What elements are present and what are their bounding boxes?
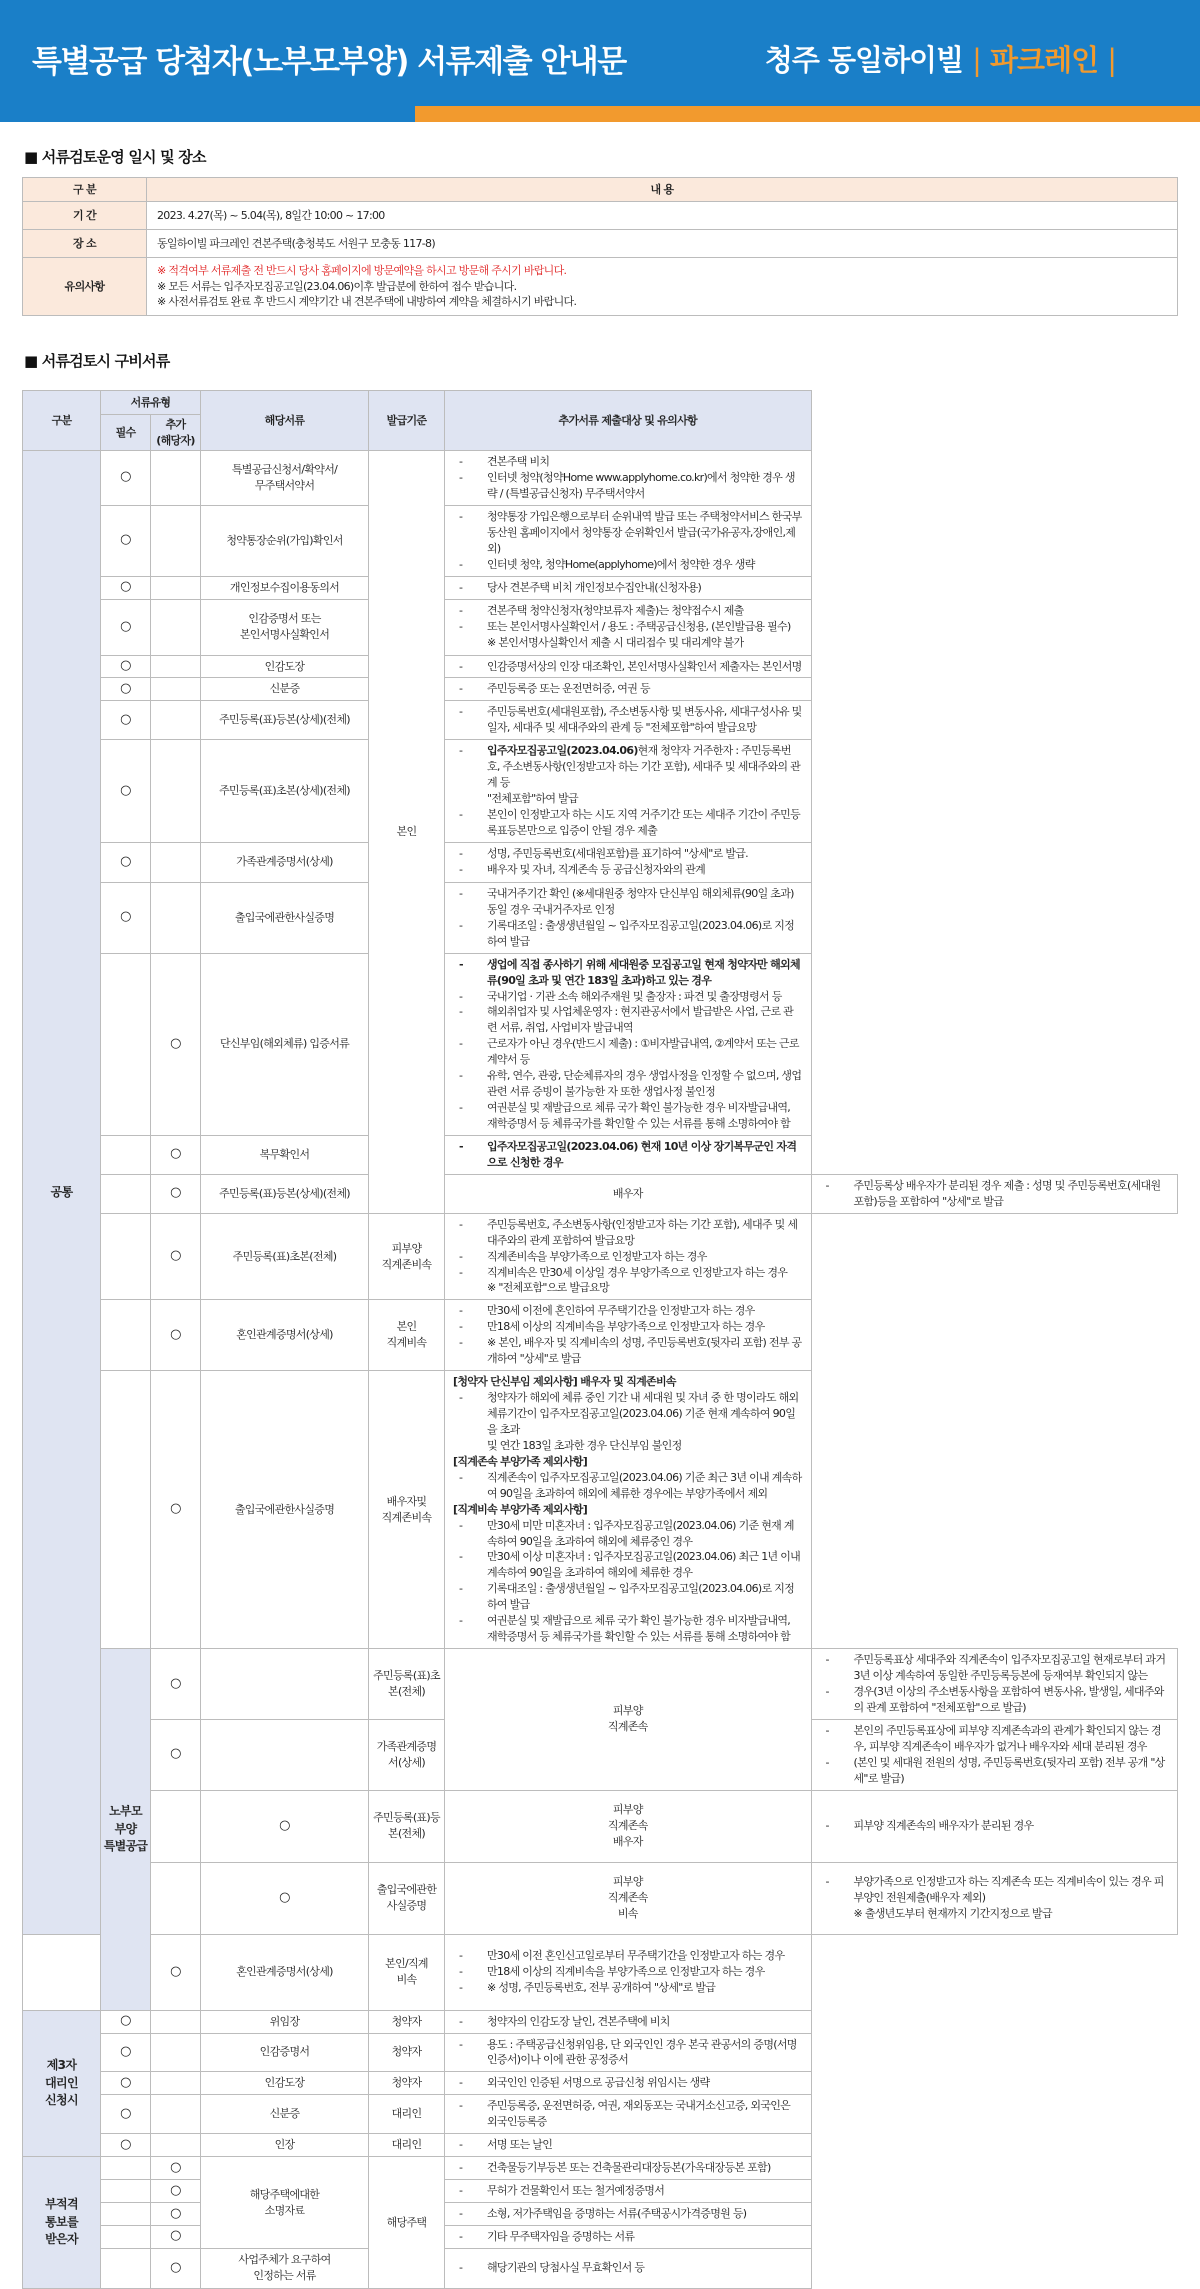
table-row — [23, 2134, 1178, 2157]
additional-mark: ○ — [151, 1135, 201, 1174]
table-row — [23, 2072, 1178, 2095]
required-mark — [151, 1790, 201, 1862]
additional-mark: ○ — [151, 1934, 201, 2010]
schedule-table — [22, 177, 1178, 316]
required-mark — [101, 1135, 151, 1174]
issue-standard: 청약자 — [369, 2033, 445, 2072]
document-name: 인감도장 — [201, 2072, 369, 2095]
header-banner — [0, 0, 1200, 122]
table-row — [23, 599, 1178, 655]
document-name: 위임장 — [201, 2010, 369, 2033]
document-name: 인감도장 — [201, 655, 369, 678]
required-mark: ○ — [101, 701, 151, 740]
document-name: 혼인관계증명서(상세) — [201, 1300, 369, 1371]
table-row: 유의사항 ※ 적격여부 서류제출 전 반드시 당사 홈페이지에 방문예약을 하시고 방문해 주시기 바랍니다. ※ 모든 서류는 입주자모집공고일(23.04.06)이후 발급분에 한하여 접수 받습니다. ※ 사전서류검토 완료 후 반드시 계약기간 내 견본주택에 내방하여 계약을 체결하시기 바랍니다. — [23, 258, 1178, 316]
category-elder: 노부모 부양 특별공급 — [101, 1649, 151, 2011]
document-name: 주민등록(표)등본(상세)(전체) — [201, 701, 369, 740]
page-title: 특별공급 당첨자(노부모부양) 서류제출 안내문 — [32, 44, 626, 80]
document-notes: - 주민등록번호, 주소변동사항(인정받고자 하는 기간 포함), 세대주 및 세대주와의 관계 포함하여 발급요망 - 직계존비속을 부양가족으로 인정받고자 하는 경우 - 직계비속은 만30세 이상일 경우 부양가족으로 인정받고자 하는 경우 ※ "전체포함"으로 발급요망 — [445, 1213, 812, 1300]
table-row — [23, 1300, 1178, 1371]
document-name: 특별공급신청서/확약서/ 무주택서약서 — [201, 451, 369, 506]
issue-standard: 청약자 — [369, 2010, 445, 2033]
additional-mark — [151, 451, 201, 506]
document-notes: - 주민등록증 또는 운전면허증, 여권 등 — [445, 678, 812, 701]
required-mark — [101, 2203, 151, 2226]
additional-mark: ○ — [151, 2225, 201, 2248]
document-name: 복무확인서 — [201, 1135, 369, 1174]
required-mark — [101, 2225, 151, 2248]
additional-mark: ○ — [151, 2203, 201, 2226]
issue-standard: 피부양 직계존속 — [445, 1649, 812, 1791]
table-header: 구 분 — [23, 178, 147, 202]
notice-line: ※ 모든 서류는 입주자모집공고일(23.04.06)이후 발급분에 한하여 접수 받습니다. — [157, 279, 517, 293]
document-name: 개인정보수집이용동의서 — [201, 576, 369, 599]
additional-mark — [201, 1649, 369, 1720]
additional-mark — [201, 1719, 369, 1790]
additional-mark — [151, 655, 201, 678]
document-notes: - 서명 또는 날인 — [445, 2134, 812, 2157]
document-name: 출입국에관한사실증명 — [201, 1371, 369, 1649]
issue-standard: 배우자및 직계존비속 — [369, 1371, 445, 1649]
category-proxy: 제3자 대리인 신청시 — [23, 2010, 101, 2157]
documents-table: 구분 서류유형 해당서류 발급기준 추가서류 제출대상 및 유의사항 필수 추가 (해당자) 공통 ○ 특별공급신청서/확약서/ 무주택서약서 본인 - 견본주택 비치 - 인터넷 청약(청약Home www.applyhome.co.kr)에서 청약한 경우 생략 / (특별공급신청자) 무주택서약서 ○ 청약통장순위(가입)확인서 - 청약통장 가입은행으로부터 순위내역 발급 또는 주택청약서비스 한국부동산원 홈페이지에서 청약통장 순위확인서 발급(국가유공자,장애인,제외) - 인터넷 청약, 청약Home(applyhome)에서 청약한 경우 생략 ○ 개인정보수집이용동의서 - 당사 견본주택 비치 개인정보수집안내(신청자용) ○ 인감증명서 또는 본인서명사실확인서 - 견본주택 청약신청자(청약보류자 제출)는 청약접수시 제출 - 또는 본인서명사실확인서 / 용도 : 주택공급신청용, (본인발급용 필수) ※ 본인서명사실확인서 제출 시 대리접수 및 대리계약 불가 ○ 인감도장 - 인감증명서상의 인장 대조확인, 본인서명사실확인서 제출자는 본인서명 ○ 신분증 - 주민등록증 또는 운전면허증, 여권 등 ○ 주민등록(표)등본(상세)(전체) - 주민등록번호(세대원포함), 주소변동사항 및 변동사유, 세대구성사유 및 일자, 세대주 및 세대주와의 관계 등 "전체포함"하여 발급요망 ○ 주민등록(표)초본(상세)(전체) - 입주자모집공고일(2023.04.06)현재 청약자 거주한자 : 주민등록번호, 주소변동사항(인정받고자 하는 기간 포함), 세대주 및 세대주와의 관계 등 "전체포함"하여 발급 - 본인이 인정받고자 하는 시도 지역 거주기간 또는 세대주 기간이 주민등록표등본만으로 입증이 안될 경우 제출 ○ 가족관계증명서(상세) - 성명, 주민등록번호(세대원포함)를 표기하여 "상세"로 발급. - 배우자 및 자녀, 직계존속 등 공급신청자와의 관계 ○ 출입국에관한사실증명 - 국내거주기간 확인 (※세대원중 청약자 단신부임 해외체류(90일 초과) 동일 경우 국내거주자로 인정 - 기록대조일 : 출생생년월일 ~ 입주자모집공고일(2023.04.06)로 지정하여 발급 ○ 단신부임(해외체류) 입증서류 - 생업에 직접 종사하기 위해 세대원중 모집공고일 현재 청약자만 해외체류(90일 초과 및 연간 183일 초과)하고 있는 경우 - 국내기업 · 기관 소속 해외주재원 및 출장자 : 파견 및 출장명령서 등 - 해외취업자 및 사업체운영자 : 현지관공서에서 발급받은 사업, 근로 관련 서류, 취업, 사업비자 발급내역 - 근로자가 아닌 경우(반드시 제출) : ①비자발급내역, ②계약서 또는 근로계약서 등 - 유학, 연수, 관광, 단순체류자의 경우 생업사정을 인정할 수 없으며, 생업 관련 서류 증빙이 불가능한 자 또한 생업사정 불인정 - 여권분실 및 재발급으로 체류 국가 확인 불가능한 경우 비자발급내역, 재학증명서 등 체류국가를 확인할 수 있는 서류를 통해 소명하여야 함 ○ 복무확인서 - 입주자모집공고일(2023.04.06) 현재 10년 이상 장기복무군인 자격으로 신청한 경우 ○ 주민등록(표)등본(상세)(전체) 배우자 - 주민등록상 배우자가 분리된 경우 제출 : 성명 및 주민등록번호(세대원포함)등을 포함하여 "상세"로 발급 ○ 주민등록(표)초본(전체) 피부양 직계존비속 - 주민등록번호, 주소변동사항(인정받고자 하는 기간 포함), 세대주 및 세대주와의 관계 포함하여 발급요망 - 직계존비속을 부양가족으로 인정받고자 하는 경우 - 직계비속은 만30세 이상일 경우 부양가족으로 인정받고자 하는 경우 ※ "전체포함"으로 발급요망 ○ 혼인관계증명서(상세) 본인 직계비속 - 만30세 이전에 혼인하여 무주택기간을 인정받고자 하는 경우 - 만18세 이상의 직계비속을 부양가족으로 인정받고자 하는 경우 - ※ 본인, 배우자 및 직계비속의 성명, 주민등록번호(뒷자리 포함) 전부 공개하여 "상세"로 발급 ○ 출입국에관한사실증명 배우자및 직계존비속 [청약자 단신부임 제외사항] 배우자 및 직계존비속 - 청약자가 해외에 체류 중인 기간 내 세대원 및 자녀 중 한 명이라도 해외체류기간이 입주자모집공고일(2023.04.06) 기준 현재 계속하여 90일을 초과 및 연간 183일 초과한 경우 단신부임 불인정 [직계존속 부양가족 제외사항] - 직계존속이 입주자모집공고일(2023.04.06) 기준 최근 3년 이내 계속하여 90일을 초과하여 해외에 체류한 경우에는 부양가족에서 제외 [직계비속 부양가족 제외사항] - 만30세 미만 미혼자녀 : 입주자모집공고일(2023.04.06) 기준 현재 계속하여 90일을 초과하여 해외에 체류중인 경우 - 만30세 이상 미혼자녀 : 입주자모집공고일(2023.04.06) 최근 1년 이내 계속하여 90일을 초과하여 해외에 체류한 경우 - 기록대조일 : 출생생년월일 ~ 입주자모집공고일(2023.04.06)로 지정하여 발급 - 여권분실 및 재발급으로 체류 국가 확인 불가능한 경우 비자발급내역, 재학증명서 등 체류국가를 확인할 수 있는 서류를 통해 소명하여야 함 노부모 부양 특별공급 ○ 주민등록(표)초본(전체) 피부양 직계존속 - 주민등록표상 세대주와 직계존속이 입주자모집공고일 현재로부터 과거 3년 이상 계속하여 동일한 주민등록등본에 등재여부 확인되지 않는 - 경우(3년 이상의 주소변동사항을 포함하여 변동사유, 발생일, 세대주와의 관계 포함하여 "전체포함"으로 발급) ○ 가족관계증명서(상세) - 본인의 주민등록표상에 피부양 직계존속과의 관계가 확인되지 않는 경우, 피부양 직계존속이 배우자가 없거나 배우자와 세대 분리된 경우 - (본인 및 세대원 전원의 성명, 주민등록번호(뒷자리 포함) 전부 공개 "상세"로 발급) ○ 주민등록(표)등본(전체) 피부양 직계존속 배우자 - 피부양 직계존속의 배우자가 분리된 경우 ○ 출입국에관한사실증명 피부양 직계존속 비속 - 부양가족으로 인정받고자 하는 직계존속 또는 직계비속이 있는 경우 피부양인 전원제출(배우자 제외) ※ 출생년도부터 현재까지 기간지정으로 발급 ○ 혼인관계증명서(상세) 본인/직계 비속 - 만30세 이전 혼인신고일로부터 무주택기간을 인정받고자 하는 경우 - 만18세 이상의 직계비속을 부양가족으로 인정받고자 하는 경우 - ※ 성명, 주민등록번호, 전부 공개하여 "상세"로 발급 제3자 대리인 신청시 ○ 위임장 청약자 - 청약자의 인감도장 날인, 견본주택에 비치 ○ 인감증명서 청약자 - 용도 : 주택공급신청위임용, 단 외국인인 경우 본국 관공서의 증명(서명인증서)이나 이에 관한 공정증서 ○ 인감도장 청약자 - 외국인인 인증된 서명으로 공급신청 위임시는 생략 ○ 신분증 대리인 - 주민등록증, 운전면허증, 여권, 재외동포는 국내거소신고증, 외국인은 외국인등록증 ○ 인장 대리인 - 서명 또는 날인 부적격 통보를 받은자 ○ 해당주택에대한 소명자료 해당주택 - 건축물등기부등본 또는 건축물관리대장등본(가옥대장등본 포함) ○ - 무허가 건물확인서 또는 철거예정증명서 ○ - 소형, 저가주택임을 증명하는 서류(주택공시가격증명원 등) ○ - 기타 무주택자임을 증명하는 서류 ○ 사업주체가 요구하여 인정하는 서류 - 해당기관의 당첨사실 무효확인서 등 — [22, 390, 1178, 2289]
table-row — [23, 1862, 1178, 1934]
document-notes: - 건축물등기부등본 또는 건축물관리대장등본(가옥대장등본 포함) — [445, 2157, 812, 2180]
required-mark: ○ — [101, 576, 151, 599]
document-notes: - 만30세 이전에 혼인하여 무주택기간을 인정받고자 하는 경우 - 만18세 이상의 직계비속을 부양가족으로 인정받고자 하는 경우 - ※ 본인, 배우자 및 직계비속의 성명, 주민등록번호(뒷자리 포함) 전부 공개하여 "상세"로 발급 — [445, 1300, 812, 1371]
document-name: 주민등록(표)초본(전체) — [369, 1649, 445, 1720]
issue-standard: 피부양 직계존속 배우자 — [445, 1790, 812, 1862]
document-notes: - 인감증명서상의 인장 대조확인, 본인서명사실확인서 제출자는 본인서명 — [445, 655, 812, 678]
additional-mark — [151, 740, 201, 843]
required-mark: ○ — [101, 842, 151, 882]
table-row — [23, 655, 1178, 678]
document-name: 신분증 — [201, 678, 369, 701]
required-mark: ○ — [101, 655, 151, 678]
table-row — [23, 576, 1178, 599]
additional-mark — [151, 2010, 201, 2033]
document-notes: - 성명, 주민등록번호(세대원포함)를 표기하여 "상세"로 발급. - 배우자 및 자녀, 직계존속 등 공급신청자와의 관계 — [445, 842, 812, 882]
additional-mark — [151, 882, 201, 953]
table-row: 기 간 2023. 4.27(목) ~ 5.04(목), 8일간 10:00 ~ 17:00 — [23, 202, 1178, 230]
required-mark: ○ — [151, 1719, 201, 1790]
table-row — [23, 1174, 1178, 1213]
additional-mark — [151, 842, 201, 882]
document-notes: - 기타 무주택자임을 증명하는 서류 — [445, 2225, 812, 2248]
required-mark — [101, 1213, 151, 1300]
additional-mark: ○ — [151, 1371, 201, 1649]
table-row — [23, 1371, 1178, 1649]
document-name: 인감증명서 — [201, 2033, 369, 2072]
category-ineligible: 부적격 통보를 받은자 — [23, 2157, 101, 2289]
required-mark: ○ — [101, 451, 151, 506]
document-notes: - 입주자모집공고일(2023.04.06) 현재 10년 이상 장기복무군인 자격으로 신청한 경우 — [445, 1135, 812, 1174]
document-notes: - 생업에 직접 종사하기 위해 세대원중 모집공고일 현재 청약자만 해외체류(90일 초과 및 연간 183일 초과)하고 있는 경우 - 국내기업 · 기관 소속 해외주재원 및 출장자 : 파견 및 출장명령서 등 - 해외취업자 및 사업체운영자 : 현지관공서에서 발급받은 사업, 근로 관련 서류, 취업, 사업비자 발급내역 - 근로자가 아닌 경우(반드시 제출) : ①비자발급내역, ②계약서 또는 근로계약서 등 - 유학, 연수, 관광, 단순체류자의 경우 생업사정을 인정할 수 없으며, 생업 관련 서류 증빙이 불가능한 자 또한 생업사정 불인정 - 여권분실 및 재발급으로 체류 국가 확인 불가능한 경우 비자발급내역, 재학증명서 등 체류국가를 확인할 수 있는 서류를 통해 소명하여야 함 — [445, 953, 812, 1135]
brand-main: 청주 동일하이빌 — [764, 43, 964, 77]
document-name: 주민등록(표)등본(상세)(전체) — [201, 1174, 369, 1213]
required-mark — [101, 2248, 151, 2288]
required-mark: ○ — [101, 2134, 151, 2157]
table-header: 내 용 — [147, 178, 1178, 202]
document-notes: - 소형, 저가주택임을 증명하는 서류(주택공시가격증명원 등) — [445, 2203, 812, 2226]
notice-line: ※ 적격여부 서류제출 전 반드시 당사 홈페이지에 방문예약을 하시고 방문해 주시기 바랍니다. — [157, 263, 567, 277]
additional-mark — [151, 2134, 201, 2157]
brand-accent: 파크레인 — [990, 43, 1099, 77]
document-name: 출입국에관한사실증명 — [201, 882, 369, 953]
table-row — [23, 505, 1178, 576]
document-notes: - 부양가족으로 인정받고자 하는 직계존속 또는 직계비속이 있는 경우 피부양인 전원제출(배우자 제외) ※ 출생년도부터 현재까지 기간지정으로 발급 — [811, 1862, 1178, 1934]
required-mark — [101, 1300, 151, 1371]
table-row — [23, 1213, 1178, 1300]
required-mark — [23, 1934, 101, 2010]
table-row — [23, 701, 1178, 740]
additional-mark — [151, 505, 201, 576]
document-name: 가족관계증명서(상세) — [201, 842, 369, 882]
document-notes: - 본인의 주민등록표상에 피부양 직계존속과의 관계가 확인되지 않는 경우, 피부양 직계존속이 배우자가 없거나 배우자와 세대 분리된 경우 - (본인 및 세대원 전원의 성명, 주민등록번호(뒷자리 포함) 전부 공개 "상세"로 발급) — [811, 1719, 1178, 1790]
table-row — [23, 1934, 1178, 2010]
document-notes: - 피부양 직계존속의 배우자가 분리된 경우 — [811, 1790, 1178, 1862]
additional-mark: ○ — [151, 953, 201, 1135]
table-row — [23, 1649, 1178, 1720]
brand-name — [765, 38, 1116, 79]
table-row — [23, 2010, 1178, 2033]
issue-standard: 배우자 — [445, 1174, 812, 1213]
additional-mark: ○ — [151, 2248, 201, 2288]
table-row — [23, 2248, 1178, 2288]
issue-standard: 대리인 — [369, 2095, 445, 2134]
additional-mark: ○ — [151, 1174, 201, 1213]
required-mark — [151, 1862, 201, 1934]
document-name: 인감증명서 또는 본인서명사실확인서 — [201, 599, 369, 655]
required-mark: ○ — [101, 2010, 151, 2033]
required-mark — [101, 1371, 151, 1649]
document-name: 주민등록(표)등본(전체) — [369, 1790, 445, 1862]
issue-standard: 본인 — [369, 451, 445, 1214]
required-mark: ○ — [101, 2072, 151, 2095]
additional-mark: ○ — [201, 1862, 369, 1934]
document-notes: - 주민등록상 배우자가 분리된 경우 제출 : 성명 및 주민등록번호(세대원포함)등을 포함하여 "상세"로 발급 — [811, 1174, 1178, 1213]
table-row — [23, 842, 1178, 882]
additional-mark: ○ — [151, 2157, 201, 2180]
document-name: 출입국에관한사실증명 — [369, 1862, 445, 1934]
issue-standard: 피부양 직계존비속 — [369, 1213, 445, 1300]
document-notes: - 입주자모집공고일(2023.04.06)현재 청약자 거주한자 : 주민등록번호, 주소변동사항(인정받고자 하는 기간 포함), 세대주 및 세대주와의 관계 등 "전체포함"하여 발급 - 본인이 인정받고자 하는 시도 지역 거주기간 또는 세대주 기간이 주민등록표등본만으로 입증이 안될 경우 제출 — [445, 740, 812, 843]
required-mark — [101, 2180, 151, 2203]
section-title-schedule: ■ 서류검토운영 일시 및 장소 — [24, 148, 206, 166]
document-notes: - 주민등록번호(세대원포함), 주소변동사항 및 변동사유, 세대구성사유 및 일자, 세대주 및 세대주와의 관계 등 "전체포함"하여 발급요망 — [445, 701, 812, 740]
required-mark: ○ — [151, 1649, 201, 1720]
issue-standard: 청약자 — [369, 2072, 445, 2095]
table-row — [23, 882, 1178, 953]
additional-mark: ○ — [151, 1300, 201, 1371]
document-notes: - 청약통장 가입은행으로부터 순위내역 발급 또는 주택청약서비스 한국부동산원 홈페이지에서 청약통장 순위확인서 발급(국가유공자,장애인,제외) - 인터넷 청약, 청약Home(applyhome)에서 청약한 경우 생략 — [445, 505, 812, 576]
issue-standard: 대리인 — [369, 2134, 445, 2157]
document-name: 단신부임(해외체류) 입증서류 — [201, 953, 369, 1135]
document-notes: [청약자 단신부임 제외사항] 배우자 및 직계존비속 - 청약자가 해외에 체류 중인 기간 내 세대원 및 자녀 중 한 명이라도 해외체류기간이 입주자모집공고일(2023.04.06) 기준 현재 계속하여 90일을 초과 및 연간 183일 초과한 경우 단신부임 불인정 [직계존속 부양가족 제외사항] - 직계존속이 입주자모집공고일(2023.04.06) 기준 최근 3년 이내 계속하여 90일을 초과하여 해외에 체류한 경우에는 부양가족에서 제외 [직계비속 부양가족 제외사항] - 만30세 미만 미혼자녀 : 입주자모집공고일(2023.04.06) 기준 현재 계속하여 90일을 초과하여 해외에 체류중인 경우 - 만30세 이상 미혼자녀 : 입주자모집공고일(2023.04.06) 최근 1년 이내 계속하여 90일을 초과하여 해외에 체류한 경우 - 기록대조일 : 출생생년월일 ~ 입주자모집공고일(2023.04.06)로 지정하여 발급 - 여권분실 및 재발급으로 체류 국가 확인 불가능한 경우 비자발급내역, 재학증명서 등 체류국가를 확인할 수 있는 서류를 통해 소명하여야 함 — [445, 1371, 812, 1649]
document-name: 주민등록(표)초본(상세)(전체) — [201, 740, 369, 843]
table-row — [23, 1135, 1178, 1174]
required-mark — [101, 1174, 151, 1213]
additional-mark — [151, 701, 201, 740]
required-mark: ○ — [101, 740, 151, 843]
additional-mark — [151, 2072, 201, 2095]
document-notes: - 견본주택 청약신청자(청약보류자 제출)는 청약접수시 제출 - 또는 본인서명사실확인서 / 용도 : 주택공급신청용, (본인발급용 필수) ※ 본인서명사실확인서 제출 시 대리접수 및 대리계약 불가 — [445, 599, 812, 655]
document-name: 청약통장순위(가입)확인서 — [201, 505, 369, 576]
document-name: 사업주체가 요구하여 인정하는 서류 — [201, 2248, 369, 2288]
required-mark: ○ — [101, 2095, 151, 2134]
table-row — [23, 451, 1178, 506]
required-mark: ○ — [101, 2033, 151, 2072]
additional-mark: ○ — [201, 1790, 369, 1862]
document-name: 신분증 — [201, 2095, 369, 2134]
table-row — [23, 740, 1178, 843]
table-row — [23, 2033, 1178, 2072]
table-row — [23, 953, 1178, 1135]
issue-standard: 해당주택 — [369, 2157, 445, 2289]
required-mark: ○ — [101, 505, 151, 576]
document-notes: - 주민등록표상 세대주와 직계존속이 입주자모집공고일 현재로부터 과거 3년 이상 계속하여 동일한 주민등록등본에 등재여부 확인되지 않는 - 경우(3년 이상의 주소변동사항을 포함하여 변동사유, 발생일, 세대주와의 관계 포함하여 "전체포함"으로 발급) — [811, 1649, 1178, 1720]
document-name: 주민등록(표)초본(전체) — [201, 1213, 369, 1300]
document-notes: - 만30세 이전 혼인신고일로부터 무주택기간을 인정받고자 하는 경우 - 만18세 이상의 직계비속을 부양가족으로 인정받고자 하는 경우 - ※ 성명, 주민등록번호, 전부 공개하여 "상세"로 발급 — [445, 1934, 812, 2010]
required-mark: ○ — [101, 599, 151, 655]
document-notes: - 해당기관의 당첨사실 무효확인서 등 — [445, 2248, 812, 2288]
header-stripe — [0, 106, 1200, 122]
additional-mark — [151, 576, 201, 599]
issue-standard: 본인 직계비속 — [369, 1300, 445, 1371]
brand-divider: | — [1107, 43, 1116, 77]
document-notes: - 국내거주기간 확인 (※세대원중 청약자 단신부임 해외체류(90일 초과) 동일 경우 국내거주자로 인정 - 기록대조일 : 출생생년월일 ~ 입주자모집공고일(2023.04.06)로 지정하여 발급 — [445, 882, 812, 953]
required-mark: ○ — [101, 882, 151, 953]
document-name: 혼인관계증명서(상세) — [201, 1934, 369, 2010]
issue-standard: 본인/직계 비속 — [369, 1934, 445, 2010]
document-notes: - 외국인인 인증된 서명으로 공급신청 위임시는 생략 — [445, 2072, 812, 2095]
document-notes: - 견본주택 비치 - 인터넷 청약(청약Home www.applyhome.co.kr)에서 청약한 경우 생략 / (특별공급신청자) 무주택서약서 — [445, 451, 812, 506]
document-notes: - 무허가 건물확인서 또는 철거예정증명서 — [445, 2180, 812, 2203]
brand-divider: | — [972, 43, 981, 77]
document-notes: - 주민등록증, 운전면허증, 여권, 재외동포는 국내거소신고증, 외국인은 외국인등록증 — [445, 2095, 812, 2134]
document-notes: - 청약자의 인감도장 날인, 견본주택에 비치 — [445, 2010, 812, 2033]
required-mark: ○ — [101, 678, 151, 701]
table-row: 장 소 동일하이빌 파크레인 견본주택(충청북도 서원구 모충동 117-8) — [23, 230, 1178, 258]
additional-mark: ○ — [151, 2180, 201, 2203]
required-mark — [101, 953, 151, 1135]
section-title-documents: ■ 서류검토시 구비서류 — [24, 352, 170, 370]
additional-mark — [151, 599, 201, 655]
additional-mark — [151, 2095, 201, 2134]
table-row — [23, 2095, 1178, 2134]
issue-standard: 피부양 직계존속 비속 — [445, 1862, 812, 1934]
table-row — [23, 678, 1178, 701]
category-general: 공통 — [23, 451, 101, 1935]
document-notes: - 용도 : 주택공급신청위임용, 단 외국인인 경우 본국 관공서의 증명(서명인증서)이나 이에 관한 공정증서 — [445, 2033, 812, 2072]
table-row — [23, 2203, 1178, 2226]
required-mark — [101, 2157, 151, 2180]
additional-mark: ○ — [151, 1213, 201, 1300]
additional-mark — [151, 2033, 201, 2072]
notice-line: ※ 사전서류검토 완료 후 반드시 계약기간 내 견본주택에 내방하여 계약을 체결하시기 바랍니다. — [157, 295, 577, 309]
document-name: 해당주택에대한 소명자료 — [201, 2157, 369, 2249]
table-row — [23, 2180, 1178, 2203]
document-notes: - 당사 견본주택 비치 개인정보수집안내(신청자용) — [445, 576, 812, 599]
document-name: 가족관계증명서(상세) — [369, 1719, 445, 1790]
table-row — [23, 2157, 1178, 2180]
table-row — [23, 1790, 1178, 1862]
table-row — [23, 2225, 1178, 2248]
document-name: 인장 — [201, 2134, 369, 2157]
additional-mark — [151, 678, 201, 701]
